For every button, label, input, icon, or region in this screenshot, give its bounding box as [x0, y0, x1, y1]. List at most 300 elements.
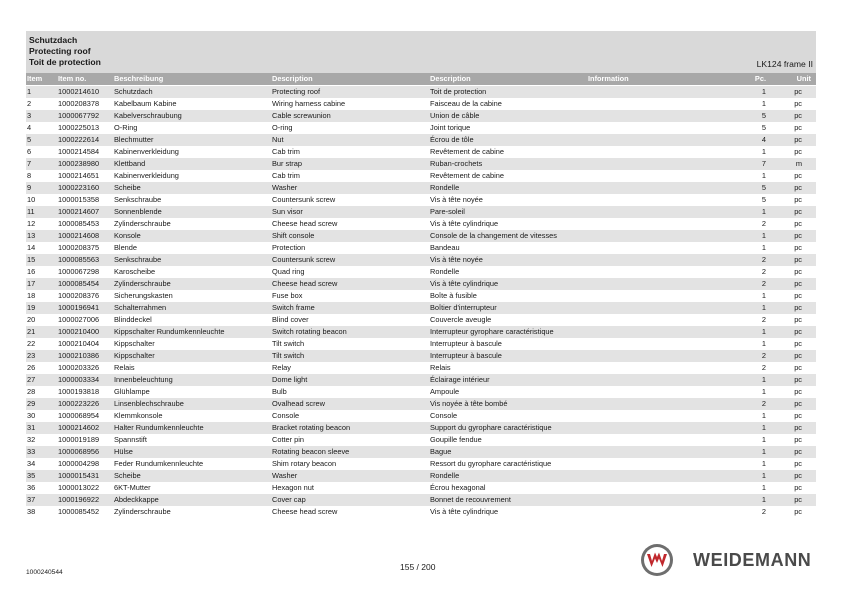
- cell-pc: 7: [761, 159, 766, 168]
- cell-item: 12: [27, 219, 36, 228]
- cell-item: 18: [27, 291, 36, 300]
- cell-unit: pc: [794, 447, 802, 456]
- table-row: [26, 290, 816, 302]
- cell-description-fr: Ressort du gyrophare caractéristique: [430, 459, 552, 468]
- cell-pc: 2: [761, 267, 766, 276]
- cell-item: 34: [27, 459, 36, 468]
- column-item: Item: [27, 74, 43, 83]
- cell-item: 14: [27, 243, 36, 252]
- cell-item: 32: [27, 435, 36, 444]
- cell-beschreibung: Zylinderschraube: [114, 279, 171, 288]
- cell-pc: 1: [761, 495, 766, 504]
- parts-table-body: [26, 86, 816, 518]
- cell-unit: pc: [794, 303, 802, 312]
- cell-beschreibung: Sonnenblende: [114, 207, 162, 216]
- column-description-en: Description: [272, 74, 313, 83]
- cell-unit: pc: [794, 339, 802, 348]
- page-number: 155 / 200: [400, 562, 436, 572]
- cell-description-fr: Éclairage intérieur: [430, 375, 490, 384]
- cell-description-en: O-ring: [272, 123, 293, 132]
- table-row: [26, 446, 816, 458]
- cell-unit: pc: [794, 267, 802, 276]
- cell-pc: 1: [761, 471, 766, 480]
- cell-description-en: Shim rotary beacon: [272, 459, 337, 468]
- cell-beschreibung: Klettband: [114, 159, 146, 168]
- cell-unit: pc: [794, 111, 802, 120]
- brand-wordmark: WEIDEMANN: [693, 550, 812, 570]
- cell-beschreibung: Abdeckkappe: [114, 495, 159, 504]
- table-row: [26, 458, 816, 470]
- cell-pc: 1: [761, 423, 766, 432]
- cell-item-no: 1000068956: [58, 447, 100, 456]
- table-row: [26, 410, 816, 422]
- cell-item-no: 1000210404: [58, 339, 100, 348]
- title-english: Protecting roof: [29, 46, 91, 56]
- table-row: [26, 230, 816, 242]
- cell-pc: 2: [761, 399, 766, 408]
- cell-pc: 1: [761, 483, 766, 492]
- cell-description-fr: Goupille fendue: [430, 435, 482, 444]
- cell-description-fr: Union de câble: [430, 111, 480, 120]
- cell-pc: 2: [761, 279, 766, 288]
- cell-description-en: Bur strap: [272, 159, 302, 168]
- cell-pc: 1: [761, 411, 766, 420]
- cell-item-no: 1000210400: [58, 327, 100, 336]
- cell-description-fr: Interrupteur à bascule: [430, 339, 502, 348]
- table-row: [26, 326, 816, 338]
- cell-item: 9: [27, 183, 32, 192]
- cell-description-fr: Ruban-crochets: [430, 159, 483, 168]
- cell-item: 37: [27, 495, 36, 504]
- cell-unit: pc: [794, 183, 802, 192]
- cell-item-no: 1000223226: [58, 399, 100, 408]
- cell-description-fr: Vis à tête noyée: [430, 255, 483, 264]
- cell-description-fr: Support du gyrophare caractéristique: [430, 423, 552, 432]
- cell-item: 31: [27, 423, 36, 432]
- cell-description-en: Hexagon nut: [272, 483, 314, 492]
- cell-description-en: Tilt switch: [272, 339, 305, 348]
- cell-item: 36: [27, 483, 36, 492]
- cell-description-fr: Interrupteur gyrophare caractéristique: [430, 327, 554, 336]
- cell-description-en: Relay: [272, 363, 291, 372]
- cell-description-en: Shift console: [272, 231, 315, 240]
- cell-pc: 2: [761, 351, 766, 360]
- cell-description-en: Cotter pin: [272, 435, 305, 444]
- cell-unit: pc: [794, 399, 802, 408]
- cell-description-fr: Faisceau de la cabine: [430, 99, 502, 108]
- cell-item-no: 1000238980: [58, 159, 100, 168]
- cell-beschreibung: Schalterrahmen: [114, 303, 167, 312]
- table-row: [26, 158, 816, 170]
- cell-item-no: 1000225013: [58, 123, 100, 132]
- cell-item: 15: [27, 255, 36, 264]
- cell-description-en: Console: [272, 411, 300, 420]
- table-row: [26, 206, 816, 218]
- cell-description-fr: Couvercle aveugle: [430, 315, 492, 324]
- cell-item-no: 1000067298: [58, 267, 100, 276]
- weidemann-w-logo-icon: [640, 543, 674, 577]
- cell-description-en: Dome light: [272, 375, 308, 384]
- cell-unit: pc: [794, 279, 802, 288]
- cell-description-fr: Console de la changement de vitesses: [430, 231, 557, 240]
- cell-item-no: 1000203326: [58, 363, 100, 372]
- cell-description-en: Cheese head screw: [272, 507, 338, 516]
- cell-item-no: 1000003334: [58, 375, 100, 384]
- cell-description-fr: Vis à tête cylindrique: [430, 507, 499, 516]
- cell-beschreibung: Kippschalter Rundumkennleuchte: [114, 327, 225, 336]
- cell-description-fr: Rondelle: [430, 183, 460, 192]
- cell-item-no: 1000193818: [58, 387, 100, 396]
- table-row: [26, 170, 816, 182]
- cell-description-fr: Vis à tête cylindrique: [430, 219, 499, 228]
- cell-description-en: Fuse box: [272, 291, 303, 300]
- cell-pc: 4: [761, 135, 766, 144]
- cell-item: 7: [27, 159, 32, 168]
- cell-item-no: 1000208378: [58, 99, 100, 108]
- table-row: [26, 506, 816, 518]
- cell-item-no: 1000019189: [58, 435, 100, 444]
- cell-item-no: 1000223160: [58, 183, 100, 192]
- cell-unit: pc: [794, 255, 802, 264]
- cell-description-en: Switch frame: [272, 303, 315, 312]
- cell-item: 27: [27, 375, 36, 384]
- cell-pc: 1: [761, 291, 766, 300]
- table-row: [26, 470, 816, 482]
- cell-unit: pc: [794, 99, 802, 108]
- table-row: [26, 86, 816, 98]
- cell-item-no: 1000015358: [58, 195, 100, 204]
- cell-pc: 5: [761, 195, 766, 204]
- cell-pc: 1: [761, 459, 766, 468]
- cell-description-en: Ovalhead screw: [272, 399, 325, 408]
- column-unit: Unit: [796, 74, 811, 83]
- cell-unit: pc: [794, 411, 802, 420]
- table-row: [26, 386, 816, 398]
- table-row: [26, 218, 816, 230]
- cell-item: 35: [27, 471, 36, 480]
- cell-pc: 2: [761, 507, 766, 516]
- cell-item-no: 1000222614: [58, 135, 100, 144]
- cell-beschreibung: Konsole: [114, 231, 141, 240]
- cell-description-en: Cab trim: [272, 147, 300, 156]
- cell-pc: 1: [761, 207, 766, 216]
- cell-item-no: 1000085452: [58, 507, 100, 516]
- cell-pc: 1: [761, 339, 766, 348]
- cell-pc: 1: [761, 99, 766, 108]
- table-row: [26, 350, 816, 362]
- cell-beschreibung: Blechmutter: [114, 135, 154, 144]
- cell-unit: pc: [794, 195, 802, 204]
- cell-unit: pc: [794, 375, 802, 384]
- cell-beschreibung: Hülse: [114, 447, 133, 456]
- cell-beschreibung: Zylinderschraube: [114, 507, 171, 516]
- cell-unit: pc: [794, 87, 802, 96]
- cell-item: 23: [27, 351, 36, 360]
- cell-description-fr: Joint torique: [430, 123, 471, 132]
- cell-description-en: Sun visor: [272, 207, 303, 216]
- cell-unit: pc: [794, 291, 802, 300]
- cell-description-en: Blind cover: [272, 315, 309, 324]
- cell-beschreibung: Karoscheibe: [114, 267, 156, 276]
- cell-description-fr: Écrou de tôle: [430, 135, 474, 144]
- cell-description-en: Nut: [272, 135, 284, 144]
- cell-beschreibung: Senkschraube: [114, 195, 162, 204]
- cell-unit: pc: [794, 351, 802, 360]
- cell-item: 1: [27, 87, 32, 96]
- cell-unit: pc: [794, 315, 802, 324]
- cell-item: 17: [27, 279, 36, 288]
- column-information: Information: [588, 74, 629, 83]
- cell-description-fr: Rondelle: [430, 267, 460, 276]
- cell-item: 22: [27, 339, 36, 348]
- cell-description-fr: Vis à tête noyée: [430, 195, 483, 204]
- cell-item-no: 1000214608: [58, 231, 100, 240]
- table-row: [26, 338, 816, 350]
- cell-item: 2: [27, 99, 32, 108]
- cell-description-fr: Bandeau: [430, 243, 460, 252]
- cell-description-en: Rotating beacon sleeve: [272, 447, 350, 456]
- cell-unit: pc: [794, 327, 802, 336]
- cell-item-no: 1000208375: [58, 243, 100, 252]
- cell-pc: 5: [761, 111, 766, 120]
- cell-item: 11: [27, 207, 35, 216]
- cell-pc: 1: [761, 447, 766, 456]
- cell-item: 21: [27, 327, 36, 336]
- cell-beschreibung: Senkschraube: [114, 255, 162, 264]
- column-item-no: Item no.: [58, 74, 87, 83]
- cell-beschreibung: Glühlampe: [114, 387, 150, 396]
- table-row: [26, 278, 816, 290]
- table-row: [26, 98, 816, 110]
- cell-item: 6: [27, 147, 32, 156]
- cell-item-no: 1000214584: [58, 147, 100, 156]
- cell-beschreibung: Scheibe: [114, 183, 141, 192]
- cell-item-no: 1000214610: [58, 87, 100, 96]
- column-pc: Pc.: [754, 74, 766, 83]
- model-label: LK124 frame II: [756, 59, 813, 69]
- cell-description-fr: Interrupteur à bascule: [430, 351, 502, 360]
- cell-description-en: Countersunk screw: [272, 195, 336, 204]
- cell-item-no: 1000015431: [58, 471, 100, 480]
- cell-description-fr: Ampoule: [430, 387, 460, 396]
- table-row: [26, 314, 816, 326]
- cell-beschreibung: Kabinenverkleidung: [114, 147, 179, 156]
- document-header: [26, 31, 816, 73]
- cell-beschreibung: Kabinenverkleidung: [114, 171, 179, 180]
- cell-beschreibung: Kabelbaum Kabine: [114, 99, 177, 108]
- cell-description-en: Protection: [272, 243, 306, 252]
- cell-description-fr: Rondelle: [430, 471, 460, 480]
- cell-item: 19: [27, 303, 36, 312]
- cell-item-no: 1000196941: [58, 303, 100, 312]
- cell-pc: 2: [761, 315, 766, 324]
- cell-item: 29: [27, 399, 36, 408]
- table-row: [26, 110, 816, 122]
- cell-description-fr: Boîtier d'interrupteur: [430, 303, 497, 312]
- cell-beschreibung: Scheibe: [114, 471, 141, 480]
- cell-beschreibung: Zylinderschraube: [114, 219, 171, 228]
- cell-item: 10: [27, 195, 36, 204]
- cell-description-fr: Relais: [430, 363, 451, 372]
- cell-beschreibung: Halter Rundumkennleuchte: [114, 423, 204, 432]
- cell-item-no: 1000214607: [58, 207, 100, 216]
- table-row: [26, 302, 816, 314]
- table-row: [26, 494, 816, 506]
- cell-description-fr: Toit de protection: [430, 87, 487, 96]
- cell-description-en: Washer: [272, 183, 298, 192]
- cell-beschreibung: Blende: [114, 243, 138, 252]
- cell-unit: pc: [794, 207, 802, 216]
- cell-description-fr: Boîte à fusible: [430, 291, 477, 300]
- cell-unit: pc: [794, 243, 802, 252]
- cell-description-en: Bulb: [272, 387, 287, 396]
- cell-unit: pc: [794, 423, 802, 432]
- cell-pc: 1: [761, 243, 766, 252]
- cell-beschreibung: Relais: [114, 363, 135, 372]
- cell-description-fr: Console: [430, 411, 458, 420]
- cell-unit: pc: [794, 363, 802, 372]
- cell-description-fr: Revêtement de cabine: [430, 171, 504, 180]
- cell-item-no: 1000085563: [58, 255, 100, 264]
- cell-unit: pc: [794, 135, 802, 144]
- table-row: [26, 242, 816, 254]
- cell-unit: pc: [794, 171, 802, 180]
- cell-description-en: Cab trim: [272, 171, 300, 180]
- cell-description-en: Protecting roof: [272, 87, 321, 96]
- cell-description-fr: Revêtement de cabine: [430, 147, 504, 156]
- cell-description-fr: Pare-soleil: [430, 207, 465, 216]
- title-german: Schutzdach: [29, 35, 78, 45]
- cell-unit: pc: [794, 459, 802, 468]
- cell-item: 33: [27, 447, 36, 456]
- column-description-fr: Description: [430, 74, 471, 83]
- cell-item-no: 1000085454: [58, 279, 100, 288]
- cell-pc: 2: [761, 363, 766, 372]
- cell-description-en: Tilt switch: [272, 351, 305, 360]
- table-row: [26, 254, 816, 266]
- cell-description-fr: Bague: [430, 447, 452, 456]
- cell-unit: pc: [794, 123, 802, 132]
- cell-pc: 1: [761, 147, 766, 156]
- cell-item-no: 1000085453: [58, 219, 100, 228]
- cell-item-no: 1000210386: [58, 351, 100, 360]
- cell-item: 38: [27, 507, 36, 516]
- table-row: [26, 374, 816, 386]
- cell-item-no: 1000067792: [58, 111, 100, 120]
- cell-item-no: 1000196922: [58, 495, 100, 504]
- cell-pc: 1: [761, 231, 766, 240]
- cell-pc: 2: [761, 255, 766, 264]
- table-row: [26, 482, 816, 494]
- cell-beschreibung: Schutzdach: [114, 87, 153, 96]
- cell-description-en: Cheese head screw: [272, 279, 338, 288]
- table-row: [26, 194, 816, 206]
- cell-pc: 5: [761, 183, 766, 192]
- cell-unit: pc: [794, 231, 802, 240]
- cell-item-no: 1000027006: [58, 315, 100, 324]
- cell-beschreibung: Klemmkonsole: [114, 411, 163, 420]
- cell-item-no: 1000068954: [58, 411, 100, 420]
- cell-beschreibung: Feder Rundumkennleuchte: [114, 459, 204, 468]
- cell-description-en: Quad ring: [272, 267, 305, 276]
- column-beschreibung: Beschreibung: [114, 74, 164, 83]
- table-row: [26, 146, 816, 158]
- cell-item-no: 1000214602: [58, 423, 100, 432]
- cell-item-no: 1000013022: [58, 483, 100, 492]
- table-row: [26, 422, 816, 434]
- cell-item: 8: [27, 171, 32, 180]
- cell-description-en: Washer: [272, 471, 298, 480]
- cell-beschreibung: Blinddeckel: [114, 315, 152, 324]
- cell-unit: pc: [794, 219, 802, 228]
- cell-item: 13: [27, 231, 36, 240]
- cell-description-en: Switch rotating beacon: [272, 327, 347, 336]
- table-row: [26, 266, 816, 278]
- cell-unit: pc: [794, 471, 802, 480]
- table-row: [26, 398, 816, 410]
- cell-pc: 1: [761, 87, 766, 96]
- cell-description-fr: Vis à tête cylindrique: [430, 279, 499, 288]
- cell-item: 16: [27, 267, 36, 276]
- cell-item: 20: [27, 315, 36, 324]
- cell-description-en: Wiring harness cabine: [272, 99, 346, 108]
- cell-item-no: 1000004298: [58, 459, 100, 468]
- table-column-header: [26, 73, 816, 85]
- cell-pc: 1: [761, 171, 766, 180]
- cell-pc: 1: [761, 303, 766, 312]
- table-row: [26, 122, 816, 134]
- cell-description-en: Cable screwunion: [272, 111, 331, 120]
- table-row: [26, 182, 816, 194]
- cell-description-fr: Écrou hexagonal: [430, 483, 486, 492]
- table-row: [26, 134, 816, 146]
- cell-item-no: 1000214651: [58, 171, 100, 180]
- cell-item: 4: [27, 123, 32, 132]
- table-row: [26, 434, 816, 446]
- cell-unit: pc: [794, 507, 802, 516]
- cell-beschreibung: Kabelverschraubung: [114, 111, 182, 120]
- cell-unit: m: [795, 159, 802, 168]
- cell-beschreibung: Sicherungskasten: [114, 291, 173, 300]
- cell-unit: pc: [794, 435, 802, 444]
- cell-description-fr: Bonnet de recouvrement: [430, 495, 511, 504]
- cell-item: 26: [27, 363, 36, 372]
- cell-unit: pc: [794, 495, 802, 504]
- cell-item: 5: [27, 135, 32, 144]
- cell-description-en: Cheese head screw: [272, 219, 338, 228]
- cell-pc: 1: [761, 375, 766, 384]
- cell-item: 3: [27, 111, 32, 120]
- cell-pc: 5: [761, 123, 766, 132]
- cell-beschreibung: Spannstift: [114, 435, 147, 444]
- cell-description-en: Bracket rotating beacon: [272, 423, 351, 432]
- cell-description-en: Cover cap: [272, 495, 306, 504]
- cell-item-no: 1000208376: [58, 291, 100, 300]
- cell-unit: pc: [794, 387, 802, 396]
- cell-unit: pc: [794, 483, 802, 492]
- cell-beschreibung: Kippschalter: [114, 351, 155, 360]
- cell-pc: 2: [761, 219, 766, 228]
- cell-item: 30: [27, 411, 36, 420]
- cell-pc: 1: [761, 327, 766, 336]
- cell-description-en: Countersunk screw: [272, 255, 336, 264]
- table-row: [26, 362, 816, 374]
- cell-description-fr: Vis noyée à tête bombé: [430, 399, 508, 408]
- cell-unit: pc: [794, 147, 802, 156]
- cell-pc: 1: [761, 435, 766, 444]
- cell-beschreibung: Kippschalter: [114, 339, 155, 348]
- cell-beschreibung: O-Ring: [114, 123, 138, 132]
